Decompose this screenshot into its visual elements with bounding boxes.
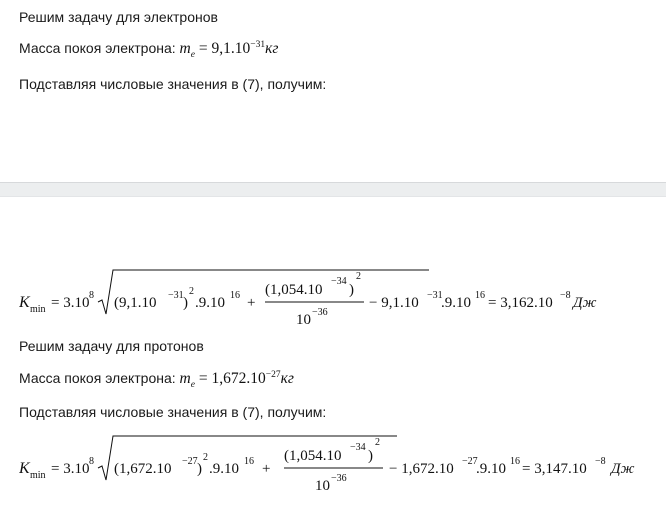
svg-text:.9.10: .9.10 — [441, 295, 471, 311]
svg-text:2: 2 — [356, 271, 361, 282]
svg-text:): ) — [183, 295, 188, 311]
svg-text:16: 16 — [475, 290, 485, 301]
svg-text:min: min — [30, 470, 46, 481]
svg-text:−34: −34 — [331, 276, 347, 287]
svg-text:(1,054.10: (1,054.10 — [284, 448, 342, 464]
svg-text:K: K — [19, 294, 30, 311]
mass-value: $m_e = 9,1.10^{-31}кг$ — [179, 39, 279, 61]
svg-text:2: 2 — [189, 286, 194, 297]
page-break-divider — [0, 182, 666, 197]
svg-text:16: 16 — [244, 456, 254, 467]
svg-text:−31: −31 — [168, 290, 184, 301]
svg-text:(1,672.10: (1,672.10 — [114, 461, 172, 477]
svg-text:): ) — [349, 282, 354, 298]
svg-text:= 3.10: = 3.10 — [51, 295, 90, 311]
svg-text:Дж: Дж — [573, 295, 597, 311]
svg-text:−8: −8 — [560, 290, 571, 301]
svg-text:8: 8 — [89, 456, 94, 467]
svg-text:= 3.10: = 3.10 — [51, 461, 90, 477]
svg-text:.9.10: .9.10 — [209, 461, 239, 477]
svg-text:(1,054.10: (1,054.10 — [265, 282, 323, 298]
svg-text:.9.10: .9.10 — [195, 295, 225, 311]
svg-text:−27: −27 — [182, 456, 198, 467]
svg-text:−34: −34 — [350, 442, 366, 453]
svg-text:2: 2 — [203, 452, 208, 463]
formula-protons — [19, 428, 659, 504]
formula-electrons — [19, 262, 659, 332]
proton-mass-line — [19, 369, 294, 391]
svg-text:−31: −31 — [427, 290, 443, 301]
svg-text:−27: −27 — [462, 456, 478, 467]
svg-text:−8: −8 — [595, 456, 606, 467]
mass-label: Масса покоя электрона: — [19, 370, 176, 386]
mass-value: $m_e = 1,672.10^{-27}кг$ — [179, 369, 294, 391]
protons-substitution-text: Подставляя числовые значения в (7), получим: — [19, 404, 327, 420]
svg-text:− 1,672.10: − 1,672.10 — [389, 461, 454, 477]
electron-mass-line — [19, 39, 279, 61]
svg-text:= 3,162.10: = 3,162.10 — [488, 295, 553, 311]
mass-label: Масса покоя электрона: — [19, 40, 176, 56]
svg-text:+: + — [247, 295, 256, 311]
svg-text:Дж: Дж — [611, 461, 635, 477]
svg-text:= 3,147.10: = 3,147.10 — [522, 461, 587, 477]
electrons-heading: Решим задачу для электронов — [19, 9, 218, 25]
svg-text:16: 16 — [510, 456, 520, 467]
electrons-substitution-text: Подставляя числовые значения в (7), получим: — [19, 76, 327, 92]
svg-text:): ) — [197, 461, 202, 477]
svg-text:): ) — [368, 448, 373, 464]
svg-text:−36: −36 — [312, 307, 328, 318]
svg-text:(9,1.10: (9,1.10 — [114, 295, 157, 311]
svg-text:−36: −36 — [331, 473, 347, 484]
svg-text:10: 10 — [315, 478, 330, 494]
protons-heading: Решим задачу для протонов — [19, 338, 204, 354]
svg-text:K: K — [19, 460, 30, 477]
svg-text:min: min — [30, 304, 46, 315]
svg-text:2: 2 — [375, 437, 380, 448]
svg-text:.9.10: .9.10 — [476, 461, 506, 477]
svg-text:16: 16 — [230, 290, 240, 301]
svg-text:8: 8 — [89, 290, 94, 301]
svg-text:10: 10 — [296, 312, 311, 328]
svg-text:+: + — [262, 461, 271, 477]
svg-text:− 9,1.10: − 9,1.10 — [369, 295, 419, 311]
